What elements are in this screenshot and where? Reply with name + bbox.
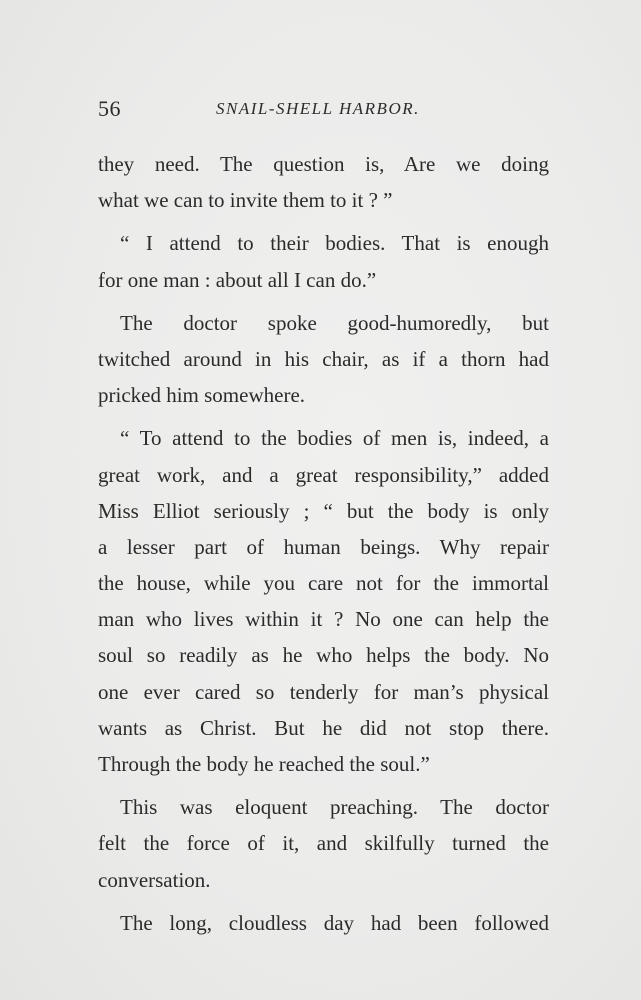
text-line: This was eloquent preaching. The doctor [120, 795, 549, 820]
text-line: one ever cared so tenderly for man’s physical [98, 679, 549, 704]
text-line: what we can to invite them to it ? ” [98, 188, 393, 213]
text-line: felt the force of it, and skilfully turned the [98, 831, 549, 856]
text-line: wants as Christ. But he did not stop there. [98, 715, 549, 740]
text-line: Miss Elliot seriously ; “ but the body is only [98, 498, 549, 523]
text-line: twitched around in his chair, as if a thorn had [98, 346, 549, 371]
page-number: 56 [98, 96, 121, 121]
running-head [98, 96, 553, 124]
text-line: “ I attend to their bodies. That is enough [120, 231, 549, 256]
text-line: they need. The question is, Are we doing [98, 152, 549, 176]
text-line: The doctor spoke good-humoredly, but [120, 310, 549, 335]
text-line: a lesser part of human beings. Why repair [98, 534, 549, 559]
text-line: “ To attend to the bodies of men is, indeed, a [120, 426, 549, 451]
text-line: conversation. [98, 867, 211, 892]
text-line: Through the body he reached the soul.” [98, 752, 430, 776]
text-line: The long, cloudless day had been followed [120, 910, 549, 935]
text-line: soul so readily as he who helps the body. No [98, 643, 549, 668]
text-line: man who lives within it ? No one can help the [98, 607, 549, 632]
text-line: the house, while you care not for the immortal [98, 571, 549, 596]
text-line: pricked him somewhere. [98, 383, 306, 408]
running-title: SNAIL-SHELL HARBOR. [216, 99, 420, 118]
text-line: great work, and a great responsibility,” added [98, 462, 549, 487]
text-line: for one man : about all I can do.” [98, 267, 377, 292]
body-text [98, 146, 549, 941]
